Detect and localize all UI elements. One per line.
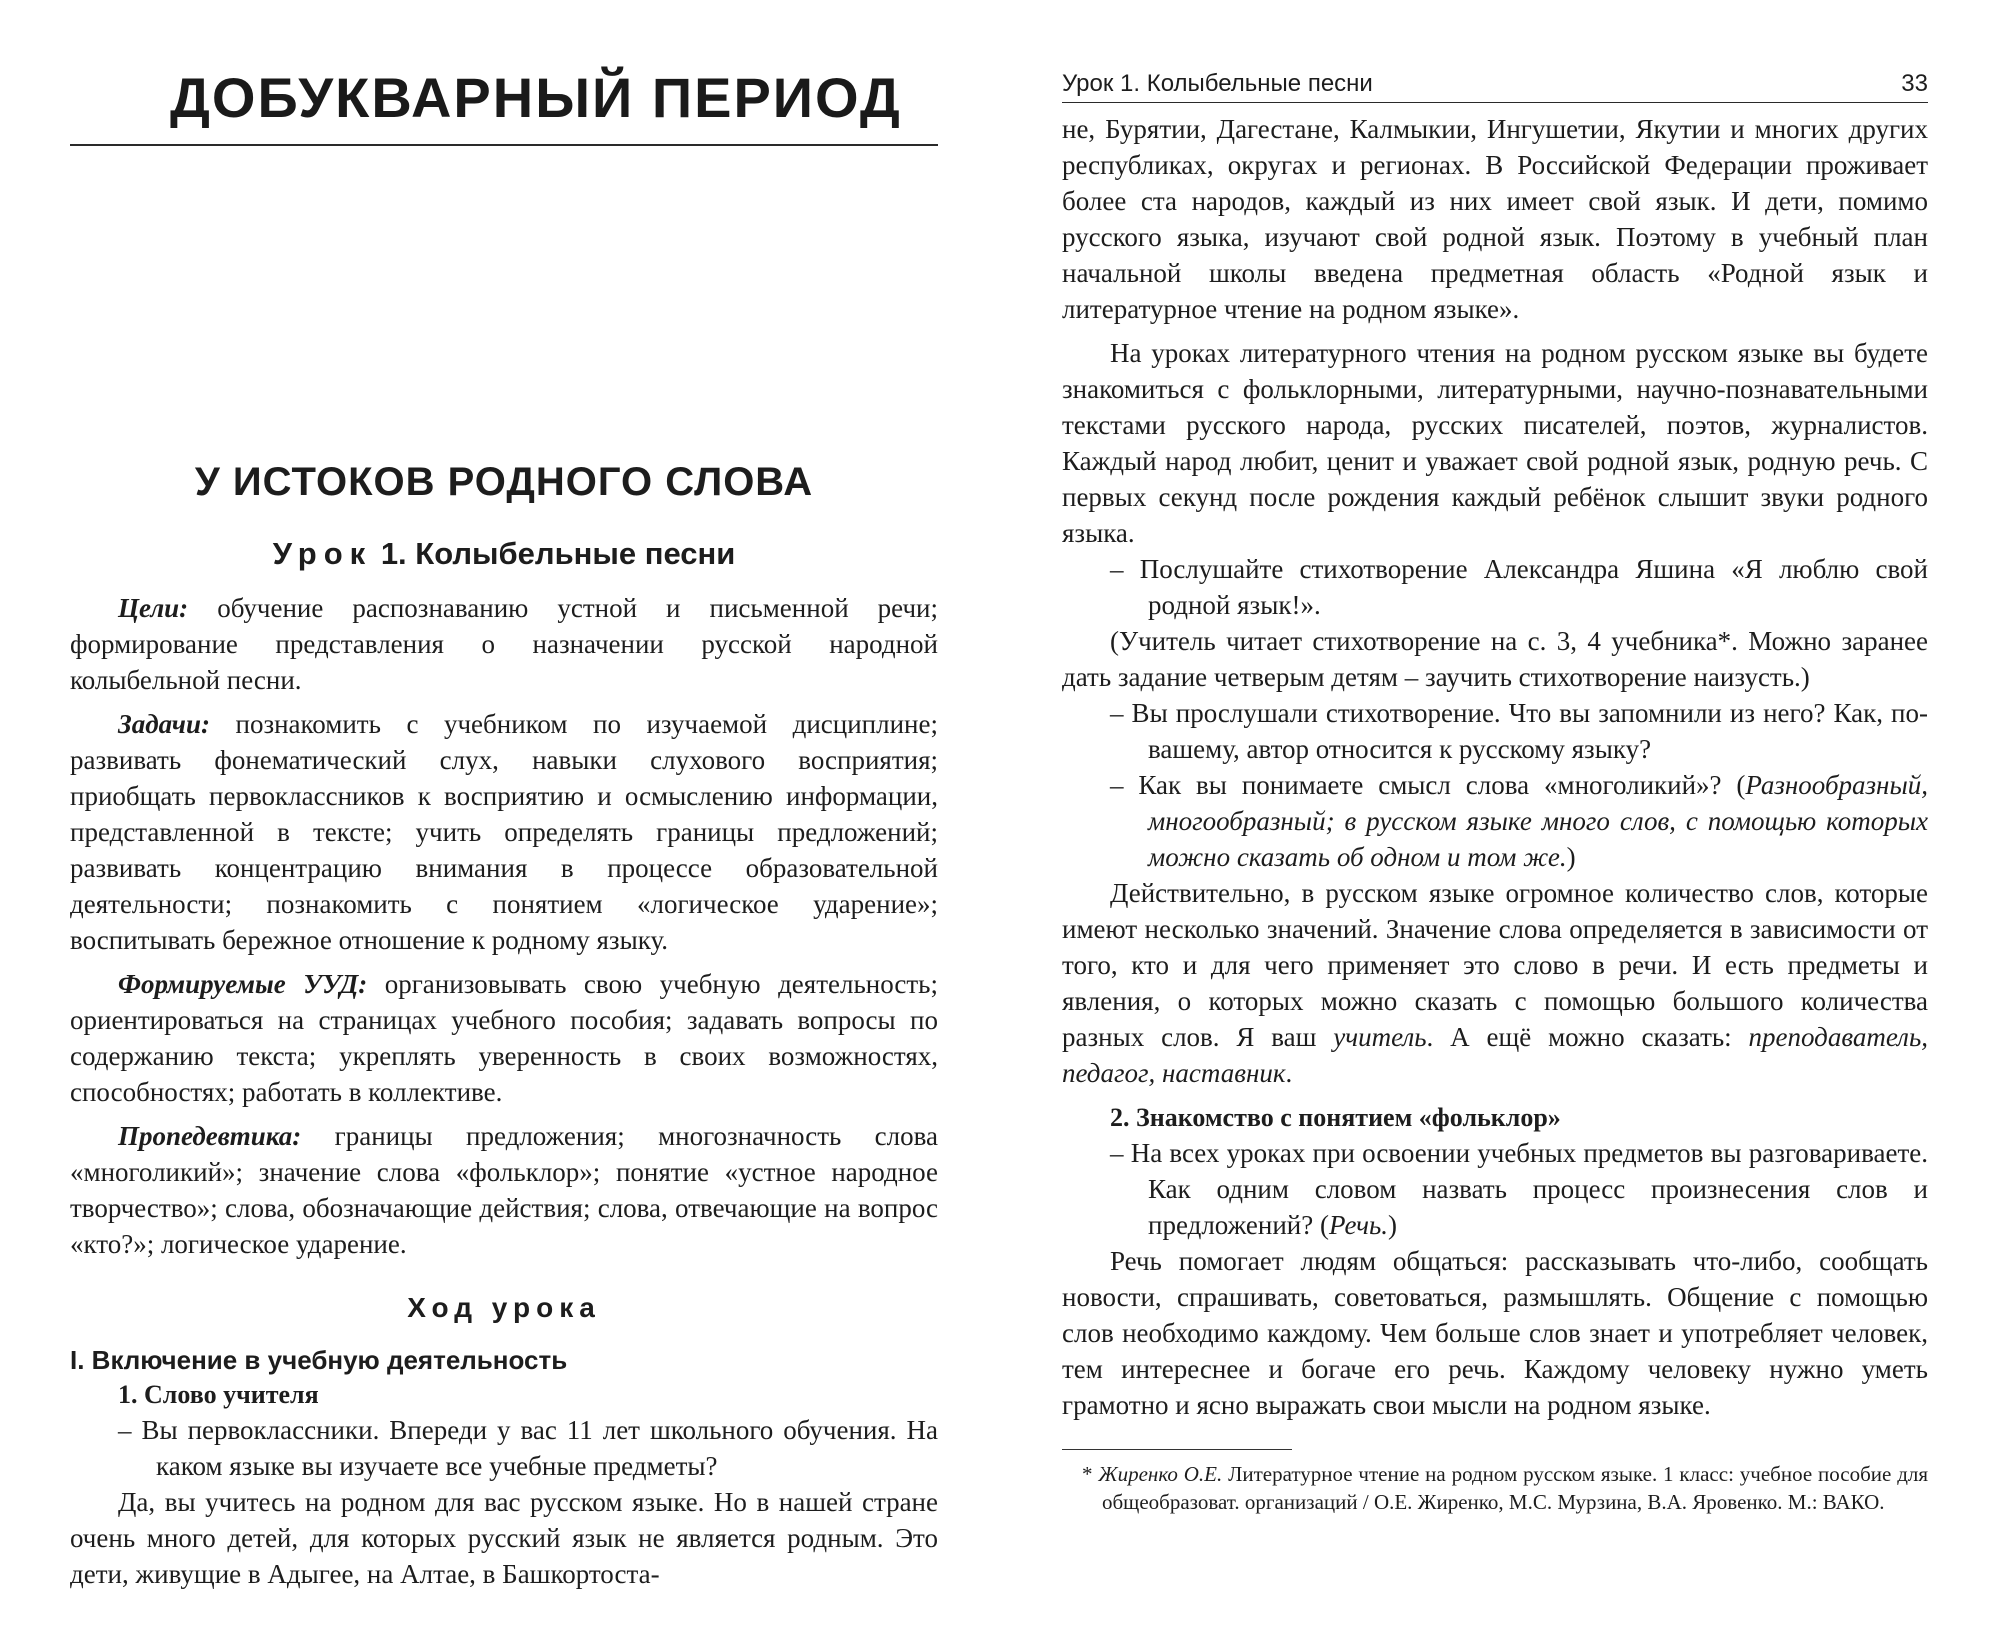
word-meanings-paragraph <box>1062 875 1928 1091</box>
meaning-question <box>1062 767 1928 875</box>
propaedeutics-label: Пропедевтика: <box>118 1121 302 1151</box>
lesson-name: 1. Колыбельные песни <box>380 536 736 571</box>
poem-question: – Вы прослушали стихотворение. Что вы запомнили из него? Как, по-вашему, автор относится к русскому языку? <box>1110 698 1928 764</box>
propaedeutics-text: границы предложения; многозначность слова «многоликий»; значение слова «фольклор»; понятие «устное народное творчество»; слова, обозначающие действия; слова, отвечающие на вопрос «кто?»; логическое ударение. <box>70 1121 938 1259</box>
subsection-2-heading: 2. Знакомство с понятием «фольклор» <box>1110 1103 1561 1132</box>
section-heading: ДОБУКВАРНЫЙ ПЕРИОД <box>170 66 902 129</box>
native-language-paragraph: Да, вы учитесь на родном для вас русском языке. Но в нашей стране очень много детей, для которых русский язык не является родным. Это дети, живущие в Адыгее, на Алтае, в Башкортоста- <box>70 1487 938 1589</box>
uud-label: Формируемые УУД: <box>118 969 368 999</box>
speech-paragraph: Речь помогает людям общаться: рассказывать что-либо, сообщать новости, спрашивать, советоваться, размышлять. Общение с помощью слов необходимо каждому. Чем больше слов знает и употребляет человек, тем интереснее и богаче его речь. Каждому человеку нужно уметь грамотно и ясно выражать свои мысли на родном языке. <box>1062 1246 1928 1420</box>
continued-paragraph: не, Бурятии, Дагестане, Калмыкии, Ингушетии, Якутии и многих других республиках, округах и регионах. В Российской Федерации проживает более ста народов, каждый из них имеет свой язык. И дети, помимо русского языка, изучают свой родной язык. Поэтому в учебный план начальной школы введена предметная область «Родной язык и литературное чтение на родном языке». <box>1062 114 1928 324</box>
propaedeutics-paragraph <box>70 1118 938 1262</box>
footnote-mark: * <box>1082 1462 1099 1486</box>
word-meanings-end: . <box>1285 1058 1293 1088</box>
tasks-text: познакомить с учебником по изучаемой дисциплине; развивать фонематический слух, навыки слухового восприятия; приобщать первоклассников к восприятию и осмыслению информации, представленной в тексте; учить определять границы предложений; развивать концентрацию внимания в процессе образовательной деятельности; познакомить с понятием «логическое ударение»; воспитывать бережное отношение к родному языку. <box>70 709 938 955</box>
footnote-rule <box>1062 1449 1292 1450</box>
page-number: 33 <box>1901 70 1928 97</box>
meaning-question-end: ) <box>1566 842 1576 872</box>
right-page <box>1000 0 2000 1652</box>
running-title: Урок 1. Колыбельные песни <box>1062 70 1373 97</box>
goals-text: обучение распознаванию устной и письменной речи; формирование представления о назначении русской народной колыбельной песни. <box>70 593 938 695</box>
goals-paragraph <box>70 590 938 698</box>
listen-instruction: – Послушайте стихотворение Александра Яшина «Я люблю свой родной язык!». <box>1110 554 1928 620</box>
word-meanings-middle: . А ещё можно сказать: <box>1426 1022 1749 1052</box>
synonyms: преподаватель, педагог, наставник <box>1062 1022 1928 1088</box>
stage-1-heading: I. Включение в учебную деятельность <box>70 1345 568 1375</box>
footnote <box>1062 1460 1928 1516</box>
teacher-question: – Вы первоклассники. Впереди у вас 11 лет школьного обучения. На каком языке вы изучаете все учебные предметы? <box>118 1415 938 1481</box>
goals-label: Цели: <box>118 593 189 623</box>
teacher-word: учитель <box>1333 1022 1427 1052</box>
speech-question <box>1062 1135 1928 1243</box>
lesson-title <box>70 532 938 576</box>
teacher-reads-note: (Учитель читает стихотворение на с. 3, 4 учебника*. Можно заранее дать задание четверым детям – заучить стихотворение наизусть.) <box>1062 626 1928 692</box>
meaning-answer: Разнообразный, многообразный; в русском языке много слов, с помощью которых можно сказать об одном и том же. <box>1148 770 1928 872</box>
speech-answer: Речь. <box>1328 1210 1389 1240</box>
footnote-author: Жиренко О.Е. <box>1098 1462 1223 1486</box>
word-meanings-text: Действительно, в русском языке огромное количество слов, которые имеют несколько значений. Значение слова определяется в зависимости от того, кто и для чего применяет это слово в речи. И есть предметы и явления, о которых можно сказать с помощью большого количества разных слов. Я ваш <box>1062 878 1928 1052</box>
running-header <box>1062 70 1928 103</box>
uud-paragraph <box>70 966 938 1110</box>
lesson-label: Урок <box>272 536 373 571</box>
tasks-label: Задачи: <box>118 709 210 739</box>
meaning-question-text: – Как вы понимаете смысл слова «многоликий»? ( <box>1110 770 1746 800</box>
uud-text: организовывать свою учебную деятельность; ориентироваться на страницах учебного пособия; задавать вопросы по содержанию текста; укреплять уверенность в своих возможностях, способностях; работать в коллективе. <box>70 969 938 1107</box>
course-heading: Ход урока <box>407 1292 601 1323</box>
tasks-paragraph <box>70 706 938 958</box>
footnote-text: Литературное чтение на родном русском языке. 1 класс: учебное пособие для общеобразоват. организаций / О.Е. Жиренко, М.С. Мурзина, В.А. Яровенко. М.: ВАКО. <box>1102 1462 1929 1514</box>
speech-question-text: – На всех уроках при освоении учебных предметов вы разговариваете. Как одним словом назвать процесс произнесения слов и предложений? ( <box>1110 1138 1928 1240</box>
lessons-paragraph: На уроках литературного чтения на родном русском языке вы будете знакомиться с фольклорными, литературными, научно-познавательными текстами русского народа, русских писателей, поэтов, журналистов. Каждый народ любит, ценит и уважает свой родной язык, родную речь. С первых секунд после рождения каждый ребёнок слышит звуки родного языка. <box>1062 338 1928 548</box>
part-title: У ИСТОКОВ РОДНОГО СЛОВА <box>194 460 814 504</box>
section-heading-rule <box>70 144 938 146</box>
subsection-1-heading: 1. Слово учителя <box>118 1380 319 1409</box>
speech-question-end: ) <box>1388 1210 1398 1240</box>
